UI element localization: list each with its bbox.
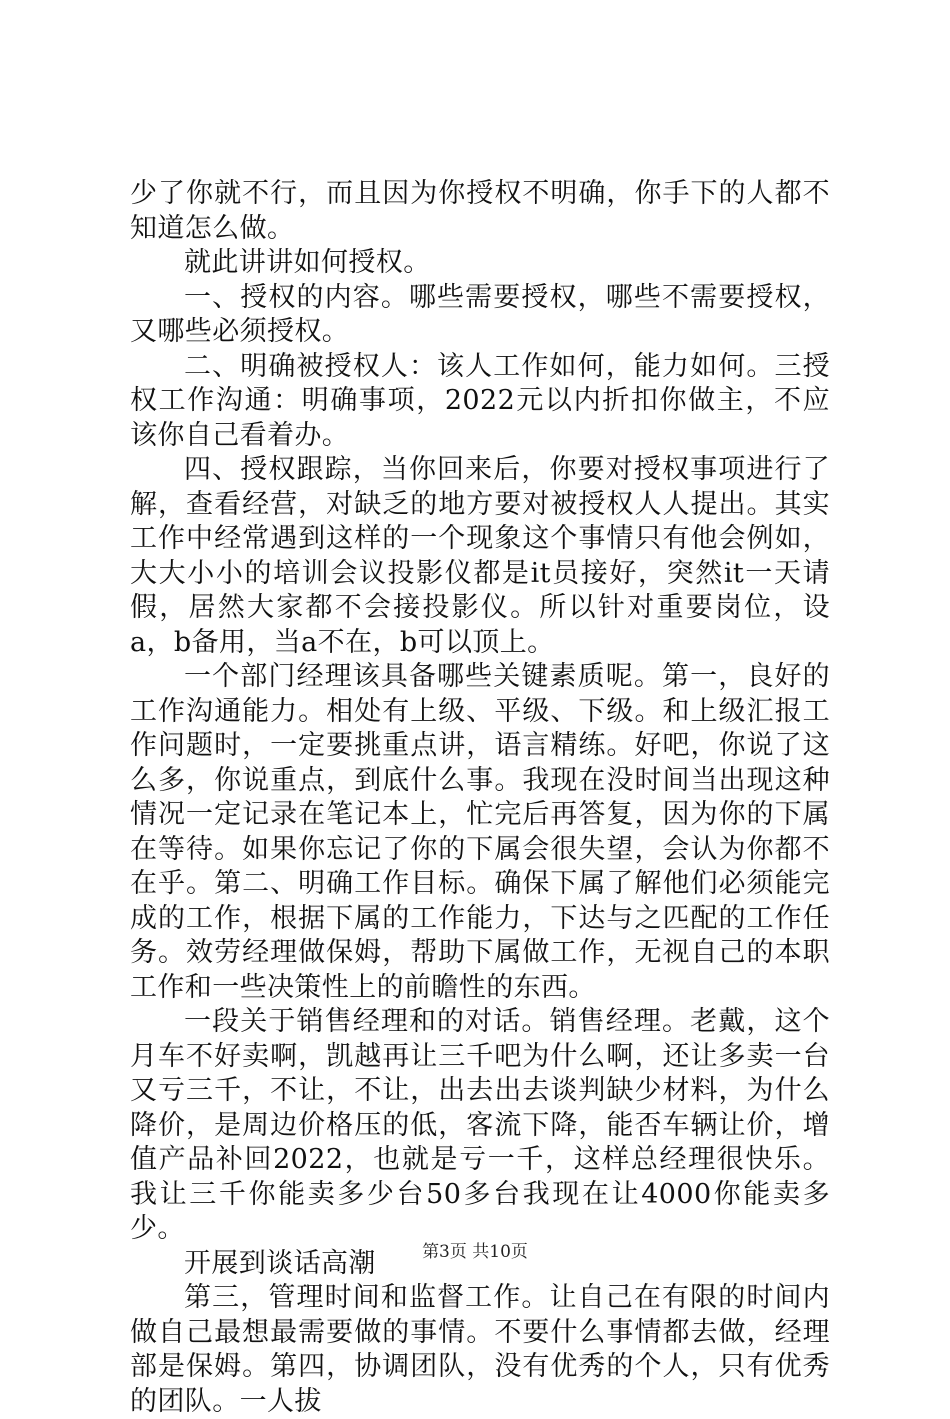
paragraph-9: 第三，管理时间和监督工作。让自己在有限的时间内做自己最想最需要做的事情。不要什么事情都去做，经理部是保姆。第四，协调团队，没有优秀的个人，只有优秀的团队。一人拔 (130, 1282, 830, 1417)
document-body (130, 177, 830, 1419)
paragraph-6: 一个部门经理该具备哪些关键素质呢。第一，良好的工作沟通能力。相处有上级、平级、下级。和上级汇报工作问题时，一定要挑重点讲，语言精练。好吧，你说了这么多，你说重点，到底什么事。我现在没时间当出现这种情况一定记录在笔记本上，忙完后再答复，因为你的下属在等待。如果你忘记了你的下属会很失望，会认为你都不在乎。第二、明确工作目标。确保下属了解他们必须能完成的工作，根据下属的工作能力，下达与之匹配的工作任务。效劳经理做保姆，帮助下属做工作，无视自己的本职工作和一些决策性上的前瞻性的东西。 (130, 661, 830, 1003)
paragraph-3: 一、授权的内容。哪些需要授权，哪些不需要授权，又哪些必须授权。 (130, 281, 830, 347)
paragraph-8: 开展到谈话高潮 (184, 1247, 376, 1279)
paragraph-5: 四、授权跟踪，当你回来后，你要对授权事项进行了解，查看经营，对缺乏的地方要对被授权人人提出。其实工作中经常遇到这样的一个现象这个事情只有他会例如，大大小小的培训会议投影仪都是it员接好，突然it一天请假，居然大家都不会接投影仪。所以针对重要岗位，设a，b备用，当a不在，b可以顶上。 (130, 454, 830, 658)
paragraph-4: 二、明确被授权人：该人工作如何，能力如何。三授权工作沟通：明确事项，2022元以内折扣你做主，不应该你自己看着办。 (130, 350, 830, 451)
page-footer (0, 1241, 950, 1263)
paragraph-7: 一段关于销售经理和的对话。销售经理。老戴，这个月车不好卖啊，凯越再让三千吧为什么啊，还让多卖一台又亏三千，不让，不让，出去出去谈判缺少材料，为什么降价，是周边价格压的低，客流下降，能否车辆让价，增值产品补回2022，也就是亏一千，这样总经理很快乐。我让三千你能卖多少台50多台我现在让4000你能卖多少。 (130, 1006, 830, 1244)
page-number-label: 第3页 共10页 (422, 1242, 528, 1262)
paragraph-1: 少了你就不行，而且因为你授权不明确，你手下的人都不知道怎么做。 (130, 178, 830, 244)
paragraph-2: 就此讲讲如何授权。 (184, 247, 431, 278)
